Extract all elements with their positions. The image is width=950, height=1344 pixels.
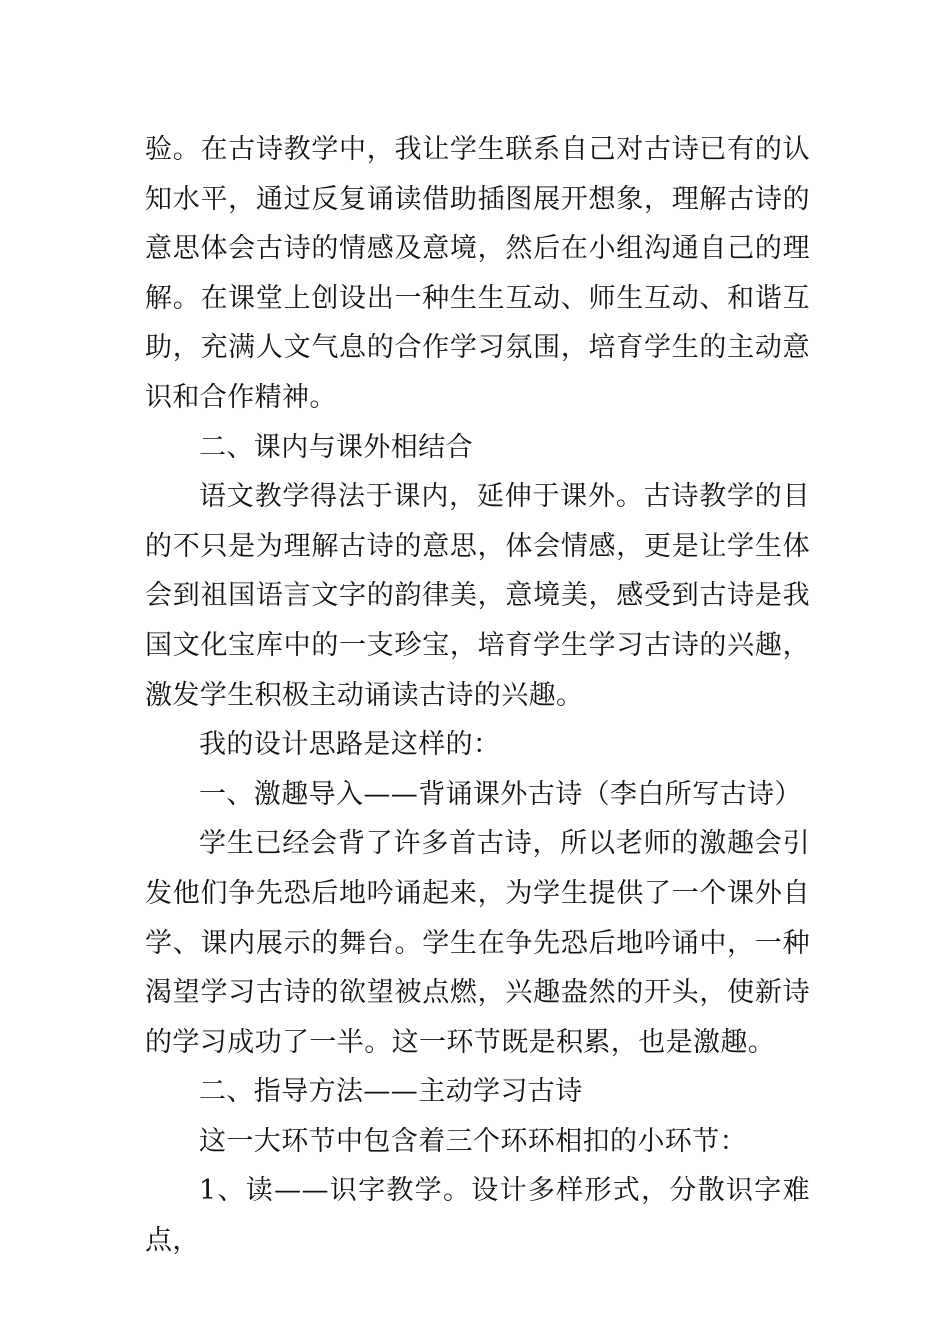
document-page xyxy=(145,125,810,1266)
list-item-reading-literacy: 1、读——识字教学。设计多样形式，分散识字难点， xyxy=(145,1175,810,1257)
paragraph-chinese-teaching: 语文教学得法于课内，延伸于课外。古诗教学的目的不只是为理解古诗的意思，体会情感，更是让学生体会到祖国语言文字的韵律美，意境美，感受到古诗是我国文化宝库中的一支珍宝，培育学生学习古诗的兴趣，激发学生积极主动诵读古诗的兴趣。 xyxy=(145,481,810,711)
section-heading-in-class-out-class: 二、课内与课外相结合 xyxy=(199,431,473,463)
paragraph-three-steps: 这一大环节中包含着三个环环相扣的小环节： xyxy=(199,1125,747,1157)
paragraph-continued: 验。在古诗教学中，我让学生联系自己对古诗已有的认知水平，通过反复诵读借助插图展开想象，理解古诗的意思体会古诗的情感及意境，然后在小组沟通自己的理解。在课堂上创设出一种生生互动、师生互动、和谐互助，充满人文气息的合作学习氛围，培育学生的主动意识和合作精神。 xyxy=(145,134,810,413)
design-intro-line: 我的设计思路是这样的： xyxy=(199,729,501,761)
section-heading-guidance-method: 二、指导方法——主动学习古诗 xyxy=(199,1076,583,1108)
section-heading-interest-intro: 一、激趣导入——背诵课外古诗（李白所写古诗） xyxy=(199,778,802,810)
paragraph-students-recite: 学生已经会背了许多首古诗，所以老师的激趣会引发他们争先恐后地吟诵起来，为学生提供了一个课外自学、课内展示的舞台。学生在争先恐后地吟诵中，一种渴望学习古诗的欲望被点燃，兴趣盎然的开头，使新诗的学习成功了一半。这一环节既是积累，也是激趣。 xyxy=(145,828,810,1058)
